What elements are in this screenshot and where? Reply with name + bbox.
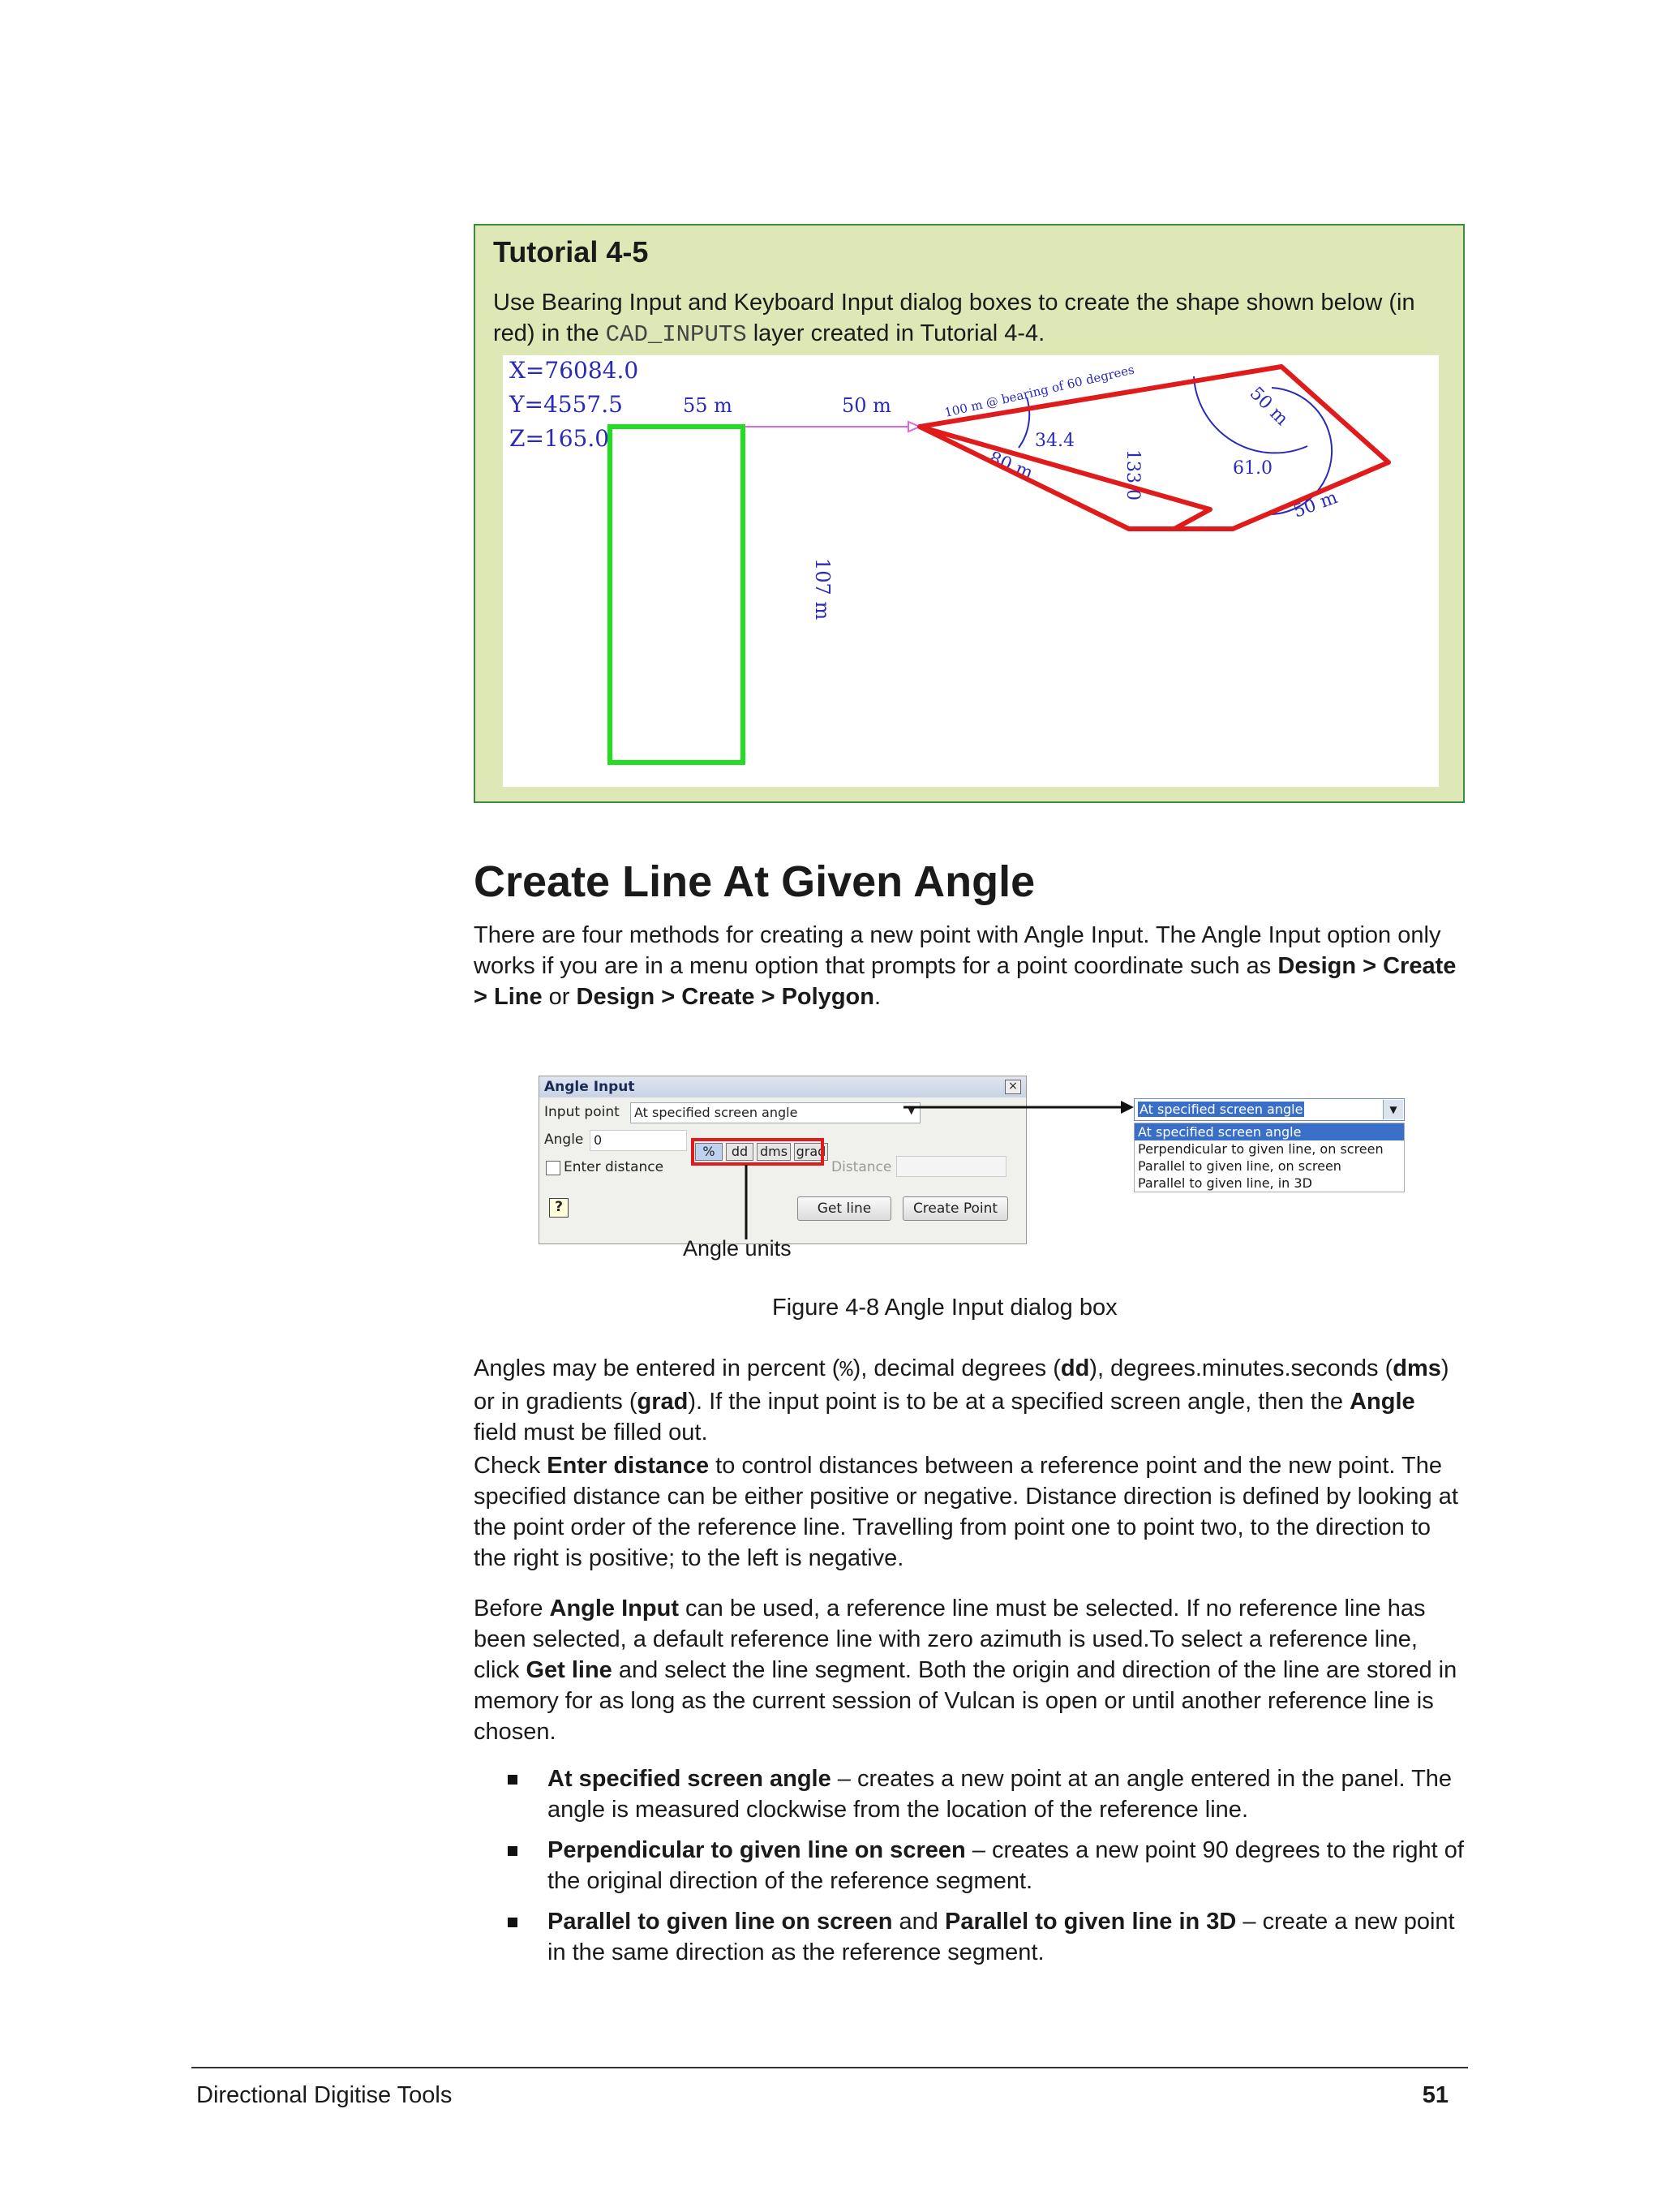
text-run: – creates a new point 90 degrees to the right of the original direction of the reference segment.	[547, 1837, 1464, 1894]
unit-percent-button[interactable]: %	[695, 1143, 723, 1161]
text-run: ) or in gradients (	[474, 1355, 1449, 1415]
chevron-down-icon[interactable]: ▼	[1383, 1100, 1403, 1119]
bold-run: At specified screen angle	[547, 1766, 831, 1792]
text-run: There are four methods for creating a new point with Angle Input. The Angle Input option only works if you are in a menu option that prompts for a point coordinate such as	[474, 922, 1441, 979]
bold-run: Parallel to given line on screen	[547, 1909, 893, 1935]
bold-run: Angle	[1350, 1389, 1415, 1415]
code-run: %	[839, 1359, 853, 1383]
menu-path: Design > Create > Polygon	[576, 984, 874, 1010]
label-34: 34.4	[1035, 431, 1075, 451]
dropdown-select[interactable]	[1134, 1098, 1405, 1121]
get-line-button[interactable]: Get line	[797, 1196, 891, 1221]
tutorial-text-part: layer created in Tutorial 4-4.	[746, 320, 1045, 346]
text-run: – create a new point in the same direction as the reference segment.	[547, 1909, 1455, 1965]
unit-dms-button[interactable]: dms	[757, 1143, 791, 1161]
footer-section-title: Directional Digitise Tools	[196, 2082, 453, 2108]
paragraph-angle-units	[474, 1353, 1463, 1448]
tutorial-text-part: Use Bearing Input and Keyboard Input dialog boxes to create the shape shown below (in red) in the	[493, 290, 1415, 346]
unit-dd-button[interactable]: dd	[726, 1143, 753, 1161]
text-run: Angles may be entered in percent (	[474, 1355, 840, 1381]
bullet-item	[547, 1906, 1464, 1968]
bold-run: Parallel to given line in 3D	[944, 1909, 1237, 1935]
bold-run: Perpendicular to given line on screen	[547, 1837, 966, 1863]
bullet-marker	[508, 1775, 517, 1785]
dropdown-option[interactable]: Parallel to given line, on screen	[1138, 1158, 1341, 1174]
label-50m-top: 50 m	[842, 394, 891, 417]
label-133: 133.0	[1122, 449, 1143, 500]
dropdown-option[interactable]: At specified screen angle	[1135, 1123, 1404, 1140]
angle-units-label: Angle units	[683, 1236, 792, 1261]
text-run: to control distances between a reference point and the new point. The specified distance can be either positive or negative. Distance direction is defined by looking at the point order of the reference line. Travelling from point one to point two, to the direction to the right is positive; to the left is negative.	[474, 1453, 1458, 1571]
dropdown-option[interactable]: Perpendicular to given line, on screen	[1138, 1141, 1384, 1157]
input-point-label: Input point	[544, 1104, 620, 1120]
distance-label: Distance	[831, 1159, 892, 1175]
label-50m-right: 50 m	[1245, 383, 1292, 430]
chevron-down-icon: ▼	[908, 1106, 915, 1116]
paragraph-enter-distance	[474, 1450, 1463, 1574]
coord-y: Y=4557.5	[509, 391, 623, 418]
page-number: 51	[1422, 2082, 1449, 2108]
paragraph-reference-line	[474, 1593, 1463, 1747]
bullet-item	[547, 1763, 1464, 1825]
label-50m-bottom: 50 m	[1290, 487, 1341, 522]
text-run: .	[873, 984, 882, 1010]
close-button[interactable]: ×	[1005, 1080, 1021, 1094]
bold-run: dd	[1060, 1355, 1090, 1381]
text-run: can be used, a reference line must be selected. If no reference line has been selected, a default reference line with zero azimuth is used.To select a reference line, click	[474, 1596, 1426, 1683]
angle-input[interactable]: 0	[590, 1130, 687, 1151]
unit-grad-button[interactable]: grad	[794, 1143, 828, 1161]
figure-caption: Figure 4-8 Angle Input dialog box	[772, 1295, 1118, 1321]
text-run: ), decimal degrees (	[852, 1355, 1061, 1381]
text-run: and	[892, 1909, 945, 1935]
bold-run: Get line	[526, 1657, 612, 1683]
text-run: Check	[474, 1453, 547, 1479]
coord-x: X=76084.0	[509, 357, 639, 384]
bold-run: dms	[1393, 1355, 1441, 1381]
bullet-marker	[508, 1918, 517, 1927]
menu-path: Design > Create > Line	[474, 953, 1457, 1010]
label-107m: 107 m	[811, 558, 834, 621]
text-run: – creates a new point at an angle entered in the panel. The angle is measured clockwise from the location of the reference line.	[547, 1766, 1453, 1823]
angle-label: Angle	[544, 1132, 584, 1148]
bold-run: grad	[637, 1389, 689, 1415]
enter-distance-label: Enter distance	[564, 1159, 664, 1175]
bold-run: Angle Input	[549, 1596, 679, 1621]
create-point-button[interactable]: Create Point	[903, 1196, 1008, 1221]
tutorial-layer-code: CAD_INPUTS	[605, 321, 747, 348]
text-run: field must be filled out.	[474, 1420, 708, 1445]
dialog-title: Angle Input	[544, 1079, 635, 1095]
section-heading: Create Line At Given Angle	[474, 857, 1036, 906]
input-point-value: At specified screen angle	[634, 1105, 798, 1120]
text-run: ), degrees.minutes.seconds (	[1089, 1355, 1393, 1381]
dropdown-selected-value: At specified screen angle	[1140, 1102, 1303, 1117]
label-bearing: 100 m @ bearing of 60 degrees	[942, 362, 1136, 420]
footer-rule	[191, 2067, 1468, 2068]
label-80m: 80 m	[985, 448, 1036, 484]
text-run: Before	[474, 1596, 550, 1621]
bullet-item	[547, 1835, 1464, 1896]
coord-z: Z=165.0	[509, 425, 610, 452]
tutorial-title: Tutorial 4-5	[493, 235, 649, 268]
bullet-marker	[508, 1846, 517, 1856]
dropdown-list	[1134, 1123, 1405, 1192]
dropdown-option[interactable]: Parallel to given line, in 3D	[1138, 1175, 1312, 1191]
help-icon[interactable]: ?	[549, 1198, 569, 1218]
bold-run: Enter distance	[547, 1453, 710, 1479]
connector-arrow-head	[1121, 1101, 1134, 1114]
text-run: or	[542, 984, 577, 1010]
text-run: ). If the input point is to be at a specified screen angle, then the	[688, 1389, 1350, 1415]
label-61: 61.0	[1233, 458, 1273, 479]
label-55m: 55 m	[683, 394, 732, 417]
text-run: and select the line segment. Both the origin and direction of the line are stored in memory for as long as the current session of Vulcan is open or until another reference line is chosen.	[474, 1657, 1457, 1745]
